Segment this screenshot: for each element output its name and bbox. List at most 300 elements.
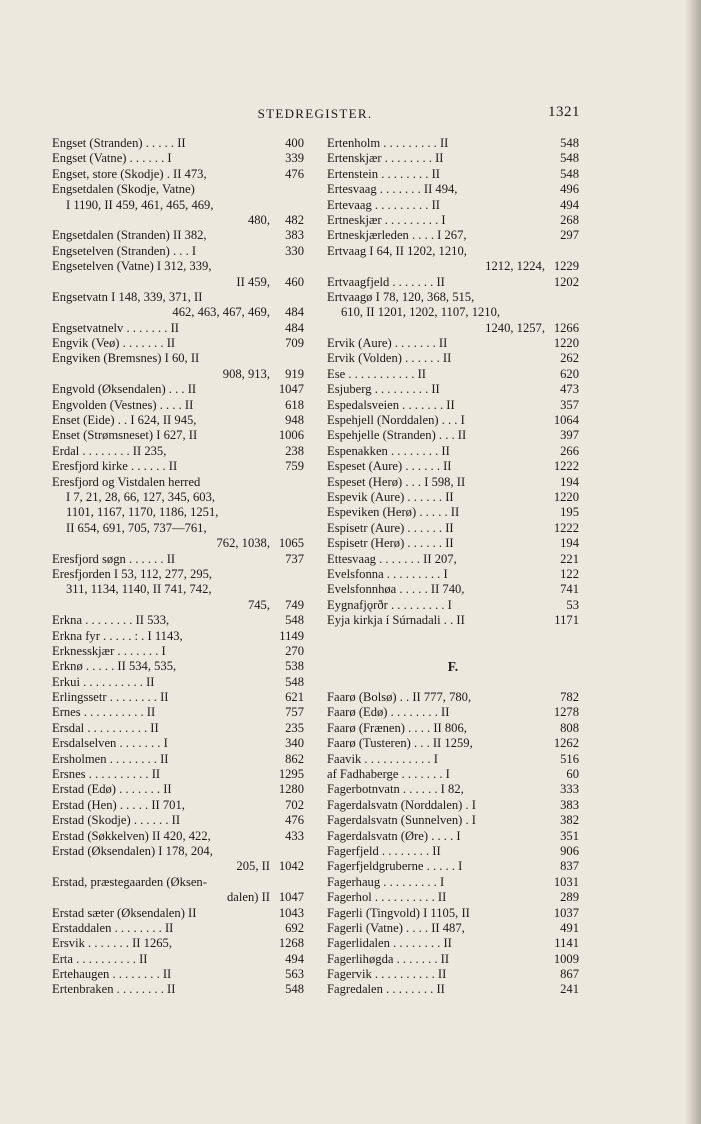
- index-entry: [327, 767, 579, 782]
- index-entry: [52, 336, 304, 351]
- entry-page: 235: [285, 720, 304, 735]
- index-entry: [52, 167, 304, 182]
- entry-text: Fagerfjeld . . . . . . . . II: [327, 843, 441, 858]
- entry-text: af Fadhaberge . . . . . . . I: [327, 767, 450, 782]
- entry-page: 482: [285, 212, 304, 227]
- entry-page: 621: [285, 690, 304, 705]
- entry-text: Evelsfonnhøa . . . . . II 740,: [327, 582, 465, 597]
- entry-page: 538: [285, 659, 304, 674]
- index-entry: [52, 398, 304, 413]
- entry-page: 382: [560, 813, 579, 828]
- entry-page: 1009: [553, 951, 579, 966]
- index-entry: [327, 305, 579, 320]
- index-entry: [327, 813, 579, 828]
- index-entry: [327, 582, 579, 597]
- entry-page: 397: [560, 428, 579, 443]
- index-entry: [52, 521, 304, 536]
- index-entry: [327, 967, 579, 982]
- entry-text: Engsetvatnelv . . . . . . . II: [52, 320, 179, 335]
- index-entry: [327, 428, 579, 443]
- entry-page: 919: [285, 366, 304, 381]
- entry-text: II 654, 691, 705, 737—761,: [66, 520, 207, 535]
- entry-page: 53: [566, 597, 579, 612]
- entry-page: 1262: [553, 736, 579, 751]
- entry-text: 480,: [247, 212, 270, 227]
- page-edge-shadow: [685, 0, 701, 1124]
- entry-text: Engset (Vatne) . . . . . . I: [52, 151, 172, 166]
- entry-text: 311, 1134, 1140, II 741, 742,: [66, 582, 212, 597]
- entry-page: 867: [560, 967, 579, 982]
- entry-page: 122: [560, 566, 579, 581]
- entry-text: Faarø (Bolsø) . . II 777, 780,: [327, 690, 472, 705]
- index-entry: [52, 675, 304, 690]
- left-column: [52, 136, 304, 998]
- entry-page: 297: [560, 228, 579, 243]
- index-entry: [327, 505, 579, 520]
- entry-text: Ersdal . . . . . . . . . . II: [52, 720, 159, 735]
- entry-page: 262: [560, 351, 579, 366]
- index-entry: [327, 906, 579, 921]
- entry-text: 205, II: [236, 859, 270, 874]
- entry-text: Engsetelven (Vatne) I 312, 339,: [52, 259, 212, 274]
- entry-text: Ersnes . . . . . . . . . . II: [52, 767, 161, 782]
- entry-text: Engsetdalen (Stranden) II 382,: [52, 228, 207, 243]
- entry-text: Erstad (Øksendalen) I 178, 204,: [52, 843, 213, 858]
- entry-text: Erstad (Skodje) . . . . . . II: [52, 813, 181, 828]
- index-entry: [52, 644, 304, 659]
- entry-text: Erkna fyr . . . . . : . I 1143,: [52, 628, 183, 643]
- entry-page: 620: [560, 366, 579, 381]
- index-entry: [52, 244, 304, 259]
- entry-text: Eresfjord og Vistdalen herred: [52, 474, 201, 489]
- index-entry: [327, 782, 579, 797]
- entry-page: 1229: [553, 259, 579, 274]
- entry-text: Ertvaagfjeld . . . . . . . II: [327, 274, 445, 289]
- entry-text: Eresfjorden I 53, 112, 277, 295,: [52, 566, 213, 581]
- entry-page: 333: [560, 782, 579, 797]
- index-entry: [52, 290, 304, 305]
- entry-text: Erta . . . . . . . . . . II: [52, 951, 148, 966]
- entry-text: Espeviken (Herø) . . . . . II: [327, 505, 460, 520]
- right-column: [327, 136, 579, 998]
- entry-text: Erknesskjær . . . . . . . I: [52, 643, 166, 658]
- index-entry: [52, 921, 304, 936]
- index-entry: [52, 228, 304, 243]
- entry-page: 709: [285, 336, 304, 351]
- entry-page: 1064: [553, 413, 579, 428]
- index-entry: [52, 351, 304, 366]
- index-entry: [327, 736, 579, 751]
- entry-text: Esjuberg . . . . . . . . . II: [327, 382, 440, 397]
- entry-text: Espehjell (Norddalen) . . . I: [327, 413, 465, 428]
- entry-text: Erstaddalen . . . . . . . . II: [52, 920, 174, 935]
- section-heading: [327, 659, 579, 674]
- entry-page: 195: [560, 505, 579, 520]
- index-entry: [327, 521, 579, 536]
- index-entry: [327, 705, 579, 720]
- entry-text: Eresfjord søgn . . . . . . II: [52, 551, 176, 566]
- page-header: [50, 104, 580, 124]
- index-entry: [52, 782, 304, 797]
- index-entry: [52, 259, 304, 274]
- entry-page: 60: [566, 767, 579, 782]
- index-entry: [52, 982, 304, 997]
- index-entry: [52, 428, 304, 443]
- index-entry: [52, 505, 304, 520]
- entry-text: Ertneskjærleden . . . . I 267,: [327, 228, 467, 243]
- index-entry: [327, 890, 579, 905]
- entry-page: 241: [560, 982, 579, 997]
- index-entry: [52, 890, 304, 905]
- index-entry: [52, 198, 304, 213]
- entry-page: 268: [560, 212, 579, 227]
- entry-page: 491: [560, 920, 579, 935]
- entry-text: Engvolden (Vestnes) . . . . II: [52, 397, 194, 412]
- index-entry: [327, 398, 579, 413]
- entry-page: 383: [285, 228, 304, 243]
- entry-text: Eresfjord kirke . . . . . . II: [52, 459, 178, 474]
- index-entry: [52, 967, 304, 982]
- entry-text: Ertenbraken . . . . . . . . II: [52, 982, 176, 997]
- entry-page: 1047: [278, 382, 304, 397]
- entry-page: 266: [560, 443, 579, 458]
- entry-page: 270: [285, 643, 304, 658]
- index-entry: [327, 829, 579, 844]
- entry-page: 548: [560, 166, 579, 181]
- index-entry: [52, 906, 304, 921]
- entry-text: Ertesvaag . . . . . . . II 494,: [327, 182, 458, 197]
- entry-text: Fagerlidalen . . . . . . . . II: [327, 936, 452, 951]
- entry-page: 1042: [278, 859, 304, 874]
- entry-text: Fagerdalsvatn (Sunnelven) . I: [327, 813, 476, 828]
- entry-page: 906: [560, 843, 579, 858]
- entry-page: 1280: [278, 782, 304, 797]
- index-entry: [327, 182, 579, 197]
- entry-text: 908, 913,: [222, 366, 270, 381]
- entry-page: 496: [560, 182, 579, 197]
- entry-text: Fagervik . . . . . . . . . . II: [327, 967, 447, 982]
- entry-text: Fagerlihøgda . . . . . . . II: [327, 951, 450, 966]
- entry-page: 476: [285, 813, 304, 828]
- entry-page: 548: [285, 674, 304, 689]
- index-entry: [52, 459, 304, 474]
- entry-text: Ettesvaag . . . . . . . II 207,: [327, 551, 457, 566]
- entry-text: Ersholmen . . . . . . . . II: [52, 751, 169, 766]
- entry-text: Ertenholm . . . . . . . . . II: [327, 136, 449, 150]
- index-entry: [52, 798, 304, 813]
- entry-text: Engset (Stranden) . . . . . II: [52, 136, 186, 150]
- entry-page: 238: [285, 443, 304, 458]
- entry-text: Enset (Eide) . . I 624, II 945,: [52, 413, 197, 428]
- entry-text: 745,: [247, 597, 270, 612]
- entry-text: Faarø (Tusteren) . . . II 1259,: [327, 736, 473, 751]
- entry-text: Erdal . . . . . . . . II 235,: [52, 443, 167, 458]
- entry-text: Fagredalen . . . . . . . . II: [327, 982, 445, 997]
- index-entry: [52, 552, 304, 567]
- entry-text: Espeset (Aure) . . . . . . II: [327, 459, 452, 474]
- index-entry: [327, 151, 579, 166]
- entry-page: 1266: [553, 320, 579, 335]
- index-entry: [327, 952, 579, 967]
- entry-page: 808: [560, 720, 579, 735]
- index-entry: [327, 552, 579, 567]
- entry-text: Faarø (Edø) . . . . . . . . II: [327, 705, 450, 720]
- index-entry: [327, 490, 579, 505]
- index-entry: [327, 136, 579, 151]
- entry-text: Erstad (Hen) . . . . . II 701,: [52, 797, 185, 812]
- entry-page: 548: [560, 136, 579, 150]
- entry-text: Espedalsveien . . . . . . . II: [327, 397, 455, 412]
- entry-page: 1171: [554, 613, 579, 628]
- index-entry: [327, 936, 579, 951]
- entry-page: 494: [285, 951, 304, 966]
- entry-page: 339: [285, 151, 304, 166]
- entry-page: 1222: [553, 520, 579, 535]
- index-entry: [327, 367, 579, 382]
- entry-text: Ertvaag I 64, II 1202, 1210,: [327, 243, 467, 258]
- index-entry: [52, 721, 304, 736]
- entry-text: Fagerbotnvatn . . . . . . I 82,: [327, 782, 464, 797]
- entry-text: Faavik . . . . . . . . . . . I: [327, 751, 438, 766]
- index-entry: [52, 705, 304, 720]
- index-entry: [52, 690, 304, 705]
- entry-page: 1202: [553, 274, 579, 289]
- entry-text: Espeset (Herø) . . . I 598, II: [327, 474, 466, 489]
- entry-text: Ersvik . . . . . . . II 1265,: [52, 936, 172, 951]
- entry-text: Fagerli (Tingvold) I 1105, II: [327, 905, 470, 920]
- entry-text: Ertenskjær . . . . . . . . II: [327, 151, 444, 166]
- entry-page: 194: [560, 536, 579, 551]
- entry-page: 476: [285, 166, 304, 181]
- entry-text: Engset, store (Skodje) . II 473,: [52, 166, 207, 181]
- entry-text: Espehjelle (Stranden) . . . II: [327, 428, 467, 443]
- entry-text: Ese . . . . . . . . . . . II: [327, 366, 426, 381]
- entry-text: Engsetelven (Stranden) . . . I: [52, 243, 197, 258]
- index-entry: [52, 829, 304, 844]
- entry-text: Erlingssetr . . . . . . . . II: [52, 690, 169, 705]
- blank-line: [327, 644, 579, 659]
- entry-page: 473: [560, 382, 579, 397]
- entry-page: 741: [560, 582, 579, 597]
- index-entry: [52, 490, 304, 505]
- index-entry: [327, 213, 579, 228]
- index-entry: [52, 952, 304, 967]
- entry-page: 484: [285, 320, 304, 335]
- entry-text: Espevik (Aure) . . . . . . II: [327, 489, 454, 504]
- index-entry: [52, 598, 304, 613]
- entry-page: 400: [285, 136, 304, 150]
- entry-text: Ertenstein . . . . . . . . II: [327, 166, 440, 181]
- entry-text: Erkui . . . . . . . . . . II: [52, 674, 155, 689]
- entry-page: 1037: [553, 905, 579, 920]
- entry-page: 618: [285, 397, 304, 412]
- index-entry: [327, 798, 579, 813]
- entry-text: Ertevaag . . . . . . . . . II: [327, 197, 440, 212]
- index-entry: [327, 690, 579, 705]
- entry-text: Engsetdalen (Skodje, Vatne): [52, 182, 195, 197]
- entry-text: 762, 1038,: [216, 536, 270, 551]
- entry-page: 759: [285, 459, 304, 474]
- entry-page: 548: [285, 613, 304, 628]
- index-entry: [327, 859, 579, 874]
- index-entry: [52, 321, 304, 336]
- entry-text: Fagerhol . . . . . . . . . . II: [327, 890, 447, 905]
- entry-page: 484: [285, 305, 304, 320]
- index-entry: [327, 290, 579, 305]
- index-entry: [52, 629, 304, 644]
- entry-page: 194: [560, 474, 579, 489]
- entry-text: Enset (Strømsneset) I 627, II: [52, 428, 198, 443]
- entry-page: 433: [285, 828, 304, 843]
- entry-text: dalen) II: [226, 890, 270, 905]
- index-entry: [52, 444, 304, 459]
- entry-text: Ertneskjær . . . . . . . . . I: [327, 212, 446, 227]
- entry-text: I 1190, II 459, 461, 465, 469,: [66, 197, 214, 212]
- index-entry: [327, 721, 579, 736]
- index-entry: [52, 582, 304, 597]
- entry-page: 782: [560, 690, 579, 705]
- entry-page: 1268: [278, 936, 304, 951]
- entry-page: 516: [560, 751, 579, 766]
- index-entry: [52, 936, 304, 951]
- entry-text: Erkna . . . . . . . . II 533,: [52, 613, 170, 628]
- index-entry: [327, 321, 579, 336]
- entry-page: 1149: [279, 628, 304, 643]
- index-entry: [327, 351, 579, 366]
- entry-text: II 459,: [236, 274, 270, 289]
- entry-text: Ertehaugen . . . . . . . . II: [52, 967, 172, 982]
- entry-page: 548: [560, 151, 579, 166]
- index-entry: [327, 567, 579, 582]
- index-entry: [52, 613, 304, 628]
- index-entry: [327, 444, 579, 459]
- entry-text: Engvik (Veø) . . . . . . . II: [52, 336, 176, 351]
- entry-text: Fagerfjeldgruberne . . . . . I: [327, 859, 463, 874]
- index-entry: [52, 659, 304, 674]
- entry-text: 1212, 1224,: [485, 259, 545, 274]
- index-entry: [327, 382, 579, 397]
- index-entry: [52, 475, 304, 490]
- entry-page: 1047: [278, 890, 304, 905]
- entry-text: 1240, 1257,: [485, 320, 545, 335]
- entry-page: 1043: [278, 905, 304, 920]
- entry-text: Eygnafjǫrðr . . . . . . . . . I: [327, 597, 452, 612]
- index-entry: [327, 982, 579, 997]
- entry-page: 692: [285, 920, 304, 935]
- entry-page: 837: [560, 859, 579, 874]
- entry-text: Fagerdalsvatn (Norddalen) . I: [327, 797, 476, 812]
- index-entry: [327, 336, 579, 351]
- entry-page: 1278: [553, 705, 579, 720]
- entry-text: Erknø . . . . . II 534, 535,: [52, 659, 177, 674]
- entry-page: 1222: [553, 459, 579, 474]
- entry-page: 737: [285, 551, 304, 566]
- entry-text: 610, II 1201, 1202, 1107, 1210,: [341, 305, 501, 320]
- entry-text: Ervik (Volden) . . . . . . II: [327, 351, 452, 366]
- index-entry: [327, 875, 579, 890]
- index-entry: [327, 752, 579, 767]
- index-entry: [327, 459, 579, 474]
- entry-page: 757: [285, 705, 304, 720]
- entry-text: I 7, 21, 28, 66, 127, 345, 603,: [66, 489, 216, 504]
- entry-text: Ervik (Aure) . . . . . . . II: [327, 336, 448, 351]
- entry-text: Eyja kirkja í Súrnadali . . II: [327, 613, 465, 628]
- entry-text: 1101, 1167, 1170, 1186, 1251,: [66, 505, 219, 520]
- entry-page: 1220: [553, 336, 579, 351]
- entry-text: Espisetr (Aure) . . . . . . II: [327, 520, 454, 535]
- entry-text: Fagerli (Vatne) . . . . II 487,: [327, 920, 465, 935]
- index-entry: [52, 413, 304, 428]
- index-entry: [52, 567, 304, 582]
- index-entry: [52, 536, 304, 551]
- page-number: 1321: [548, 104, 580, 120]
- entry-page: 1141: [554, 936, 579, 951]
- entry-page: 749: [285, 597, 304, 612]
- entry-page: 1065: [278, 536, 304, 551]
- index-entry: [327, 844, 579, 859]
- entry-page: 948: [285, 413, 304, 428]
- index-entry: [327, 613, 579, 628]
- entry-text: Ertvaagø I 78, 120, 368, 515,: [327, 289, 475, 304]
- entry-page: 221: [560, 551, 579, 566]
- index-entry: [52, 305, 304, 320]
- entry-text: Espenakken . . . . . . . . II: [327, 443, 450, 458]
- index-entry: [327, 228, 579, 243]
- entry-page: 1031: [553, 874, 579, 889]
- section-letter: F.: [447, 659, 459, 675]
- entry-text: Evelsfonna . . . . . . . . . I: [327, 566, 448, 581]
- entry-page: 351: [560, 828, 579, 843]
- index-entry: [52, 859, 304, 874]
- index-entry: [52, 136, 304, 151]
- entry-text: Erstad sæter (Øksendalen) II: [52, 905, 197, 920]
- blank-line: [327, 629, 579, 644]
- entry-page: 330: [285, 243, 304, 258]
- entry-page: 563: [285, 967, 304, 982]
- index-entry: [52, 182, 304, 197]
- entry-page: 357: [560, 397, 579, 412]
- index-entry: [327, 198, 579, 213]
- index-entry: [327, 921, 579, 936]
- entry-page: 548: [285, 982, 304, 997]
- index-entry: [52, 151, 304, 166]
- entry-text: Fagerhaug . . . . . . . . . I: [327, 874, 445, 889]
- entry-text: Engvold (Øksendalen) . . . II: [52, 382, 197, 397]
- entry-text: Faarø (Frænen) . . . . II 806,: [327, 720, 467, 735]
- index-entry: [327, 413, 579, 428]
- entry-page: 862: [285, 751, 304, 766]
- entry-text: Ernes . . . . . . . . . . II: [52, 705, 156, 720]
- entry-page: 289: [560, 890, 579, 905]
- entry-page: 460: [285, 274, 304, 289]
- index-entry: [327, 598, 579, 613]
- entry-text: 462, 463, 467, 469,: [172, 305, 270, 320]
- index-entry: [52, 736, 304, 751]
- entry-text: Erstad, præstegaarden (Øksen-: [52, 874, 207, 889]
- entry-text: Engviken (Bremsnes) I 60, II: [52, 351, 200, 366]
- index-entry: [327, 536, 579, 551]
- index-entry: [52, 752, 304, 767]
- entry-page: 1220: [553, 489, 579, 504]
- entry-text: Erstad (Søkkelven) II 420, 422,: [52, 828, 211, 843]
- entry-page: 383: [560, 797, 579, 812]
- entry-text: Erstad (Edø) . . . . . . . II: [52, 782, 172, 797]
- index-entry: [327, 167, 579, 182]
- entry-page: 1295: [278, 767, 304, 782]
- index-entry: [52, 813, 304, 828]
- index-entry: [327, 475, 579, 490]
- index-entry: [52, 275, 304, 290]
